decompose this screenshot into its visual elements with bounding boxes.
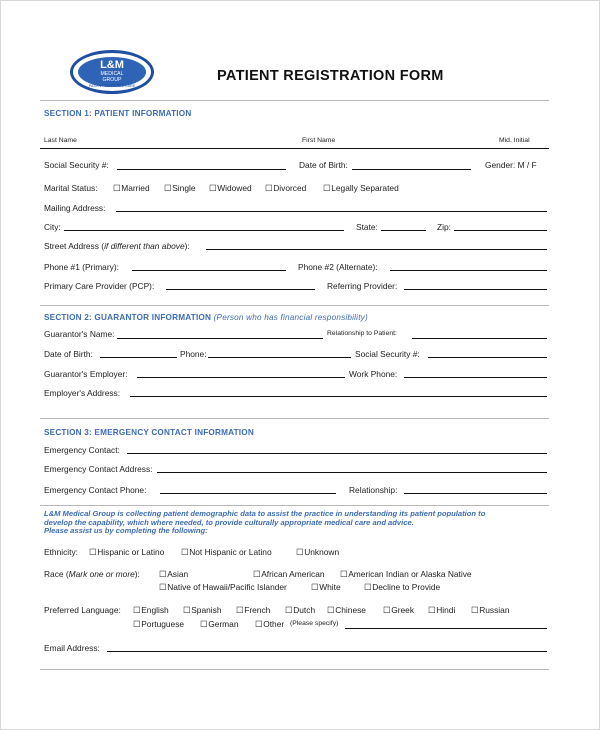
work-phone-field[interactable]: [404, 377, 547, 378]
emergency-address-field[interactable]: [157, 472, 547, 473]
zip-label: Zip:: [437, 222, 451, 232]
ssn-field[interactable]: [117, 169, 286, 170]
marital-legally-separated-checkbox[interactable]: ☐ Legally Separated: [323, 183, 399, 194]
race-american-indian-checkbox[interactable]: ☐ American Indian or Alaska Native: [340, 569, 472, 580]
work-phone-label: Work Phone:: [349, 369, 398, 379]
guarantor-ssn-field[interactable]: [428, 357, 547, 358]
city-label: City:: [44, 222, 61, 232]
section-divider: [40, 418, 549, 419]
ssn-label: Social Security #:: [44, 160, 109, 170]
section-divider: [40, 305, 549, 306]
zip-field[interactable]: [454, 230, 547, 231]
emergency-address-label: Emergency Contact Address:: [44, 464, 153, 474]
section-2-heading: SECTION 2: GUARANTOR INFORMATION (Person who has financial responsibility): [44, 313, 368, 322]
phone-alternate-label: Phone #2 (Alternate):: [298, 262, 378, 272]
language-chinese-checkbox[interactable]: ☐ Chinese: [327, 605, 366, 616]
form-title: PATIENT REGISTRATION FORM: [217, 68, 444, 84]
logo-tagline: PATIENT CENTERED CARE: [88, 84, 136, 88]
ethnicity-not-hispanic-checkbox[interactable]: ☐ Not Hispanic or Latino: [181, 547, 272, 558]
referring-provider-field[interactable]: [404, 289, 547, 290]
emergency-contact-field[interactable]: [127, 453, 547, 454]
marital-single-checkbox[interactable]: ☐ Single: [164, 183, 196, 194]
language-german-checkbox[interactable]: ☐ German: [200, 619, 238, 630]
other-language-field[interactable]: [345, 628, 547, 629]
guarantor-employer-field[interactable]: [137, 377, 345, 378]
phone-primary-field[interactable]: [132, 270, 286, 271]
guarantor-phone-field[interactable]: [208, 357, 351, 358]
relationship-to-patient-label: Relationship to Patient:: [327, 330, 397, 337]
logo-badge: [78, 57, 146, 87]
marital-divorced-checkbox[interactable]: ☐ Divorced: [265, 183, 306, 194]
street-address-field[interactable]: [206, 249, 547, 250]
race-decline-checkbox[interactable]: ☐ Decline to Provide: [364, 582, 440, 593]
language-dutch-checkbox[interactable]: ☐ Dutch: [285, 605, 315, 616]
language-russian-checkbox[interactable]: ☐ Russian: [471, 605, 509, 616]
section-divider: [40, 669, 549, 670]
email-address-field[interactable]: [107, 651, 547, 652]
mid-initial-label: Mid. Initial: [499, 137, 530, 144]
employer-address-label: Employer's Address:: [44, 388, 121, 398]
emergency-phone-field[interactable]: [160, 493, 336, 494]
language-portuguese-checkbox[interactable]: ☐ Portuguese: [133, 619, 184, 630]
city-field[interactable]: [64, 230, 344, 231]
logo-subtitle: MEDICAL GROUP: [100, 71, 124, 83]
dob-label: Date of Birth:: [299, 160, 348, 170]
guarantor-employer-label: Guarantor's Employer:: [44, 369, 128, 379]
gender-label: Gender: M / F: [485, 160, 537, 170]
race-native-hawaii-checkbox[interactable]: ☐ Native of Hawaii/Pacific Islander: [159, 582, 287, 593]
language-spanish-checkbox[interactable]: ☐ Spanish: [183, 605, 221, 616]
employer-address-field[interactable]: [130, 396, 547, 397]
race-label: Race (Mark one or more):: [44, 569, 140, 579]
section-divider: [40, 505, 549, 506]
emergency-phone-label: Emergency Contact Phone:: [44, 485, 147, 495]
lm-medical-group-logo: [70, 50, 154, 94]
marital-widowed-checkbox[interactable]: ☐ Widowed: [209, 183, 252, 194]
referring-provider-label: Referring Provider:: [327, 281, 398, 291]
ethnicity-hispanic-checkbox[interactable]: ☐ Hispanic or Latino: [89, 547, 164, 558]
section-divider: [40, 100, 549, 101]
guarantor-name-label: Guarantor's Name:: [44, 329, 115, 339]
language-french-checkbox[interactable]: ☐ French: [236, 605, 270, 616]
other-language-hint: (Please specify): [290, 620, 339, 627]
state-label: State:: [356, 222, 378, 232]
language-english-checkbox[interactable]: ☐ English: [133, 605, 169, 616]
ethnicity-unknown-checkbox[interactable]: ☐ Unknown: [296, 547, 339, 558]
relationship-to-patient-field[interactable]: [412, 338, 547, 339]
guarantor-phone-label: Phone:: [180, 349, 207, 359]
demographics-note: L&M Medical Group is collecting patient demographic data to assist the practice in understanding its patient population to develop the capability, which where needed, to provide culturally appropriate medical care and advice. Please assist us by completing the following:: [44, 509, 486, 536]
emergency-contact-label: Emergency Contact:: [44, 445, 120, 455]
guarantor-name-field[interactable]: [117, 338, 323, 339]
language-other-checkbox[interactable]: ☐ Other: [255, 619, 284, 630]
race-white-checkbox[interactable]: ☐ White: [311, 582, 341, 593]
guarantor-dob-label: Date of Birth:: [44, 349, 93, 359]
street-address-label: Street Address (if different than above):: [44, 241, 190, 251]
state-field[interactable]: [381, 230, 426, 231]
section-1-heading: SECTION 1: PATIENT INFORMATION: [44, 109, 192, 118]
email-address-label: Email Address:: [44, 643, 100, 653]
race-asian-checkbox[interactable]: ☐ Asian: [159, 569, 188, 580]
phone-primary-label: Phone #1 (Primary):: [44, 262, 119, 272]
first-name-label: First Name: [302, 137, 336, 144]
pcp-field[interactable]: [166, 289, 315, 290]
marital-status-label: Marital Status:: [44, 183, 98, 193]
pcp-label: Primary Care Provider (PCP):: [44, 281, 155, 291]
emergency-relationship-field[interactable]: [404, 493, 547, 494]
dob-field[interactable]: [352, 169, 471, 170]
emergency-relationship-label: Relationship:: [349, 485, 398, 495]
language-greek-checkbox[interactable]: ☐ Greek: [383, 605, 414, 616]
mailing-address-label: Mailing Address:: [44, 203, 106, 213]
race-african-american-checkbox[interactable]: ☐ African American: [253, 569, 325, 580]
language-hindi-checkbox[interactable]: ☐ Hindi: [428, 605, 455, 616]
ethnicity-label: Ethnicity:: [44, 547, 78, 557]
guarantor-dob-field[interactable]: [100, 357, 177, 358]
mailing-address-field[interactable]: [116, 211, 547, 212]
phone-alternate-field[interactable]: [390, 270, 547, 271]
guarantor-ssn-label: Social Security #:: [355, 349, 420, 359]
last-name-label: Last Name: [44, 137, 77, 144]
preferred-language-label: Preferred Language:: [44, 605, 121, 615]
logo-wordmark: L&M: [100, 59, 124, 71]
name-field[interactable]: [40, 148, 549, 149]
marital-married-checkbox[interactable]: ☐ Married: [113, 183, 150, 194]
section-3-heading: SECTION 3: EMERGENCY CONTACT INFORMATION: [44, 428, 254, 437]
